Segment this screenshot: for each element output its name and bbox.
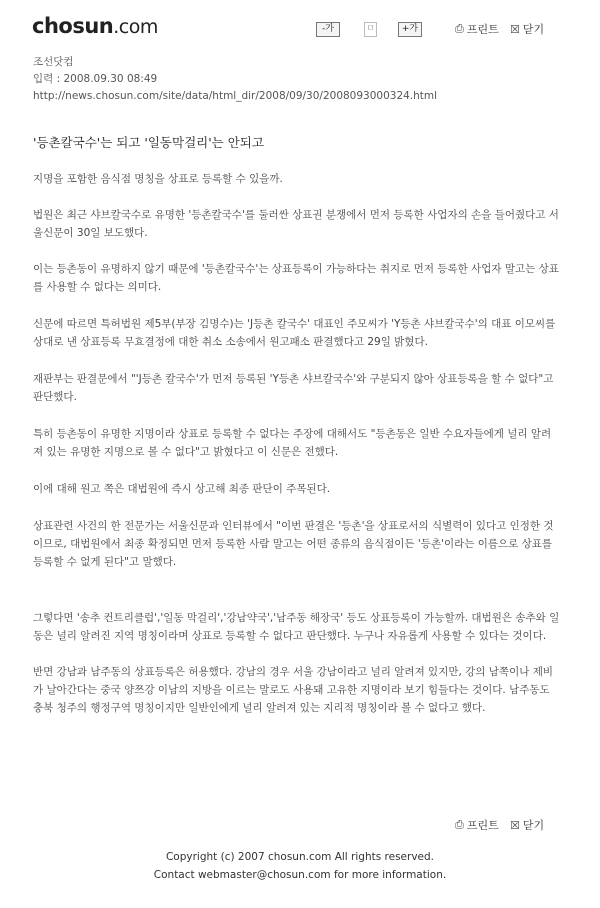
paragraph: 상표관련 사건의 한 전문가는 서울신문과 인터뷰에서 "이번 판결은 '등촌'을 상표로서의 식별력이 있다고 인정한 것이므로, 대법원에서 최종 확정되면 먼저 등록한 사람 말고는 어떤 종류의 음식점이든 '등촌'이라는 이름으로 상표를 등록할 수 없게 된다"고 말했다. (33, 520, 554, 568)
close-button[interactable] (510, 21, 544, 37)
close-icon: ☒ (510, 818, 520, 832)
close-icon: ☒ (510, 22, 520, 36)
print-button[interactable] (455, 21, 499, 37)
font-decrease-button[interactable]: -가 (316, 22, 340, 37)
paragraph: 반면 강남과 남주동의 상표등록은 허용했다. 강남의 경우 서울 강남이라고 널리 알려져 있지만, 강의 남쪽이나 제비가 날아간다는 중국 양쯔강 이남의 지방을 이르는 말로도 사용돼 고유한 지명이라 보기 힘들다는 것이다. 남주동도 충북 청주의 행정구역 명칭이지만 일반인에게 널리 알려져 있는 지리적 명칭이라 볼 수 없다고 했다. (33, 666, 553, 714)
paragraph: 이는 등촌동이 유명하지 않기 때문에 '등촌칼국수'는 상표등록이 가능하다는 취지로 먼저 등록한 사업자 말고는 상표를 사용할 수 없다는 의미다. (33, 263, 559, 293)
header-bar (0, 0, 600, 50)
source-name: 조선닷컴 (33, 56, 74, 68)
font-increase-button[interactable]: +가 (398, 22, 422, 37)
paragraph: 그렇다면 '송추 컨트리클럽','일동 막걸리','강남약국','남주동 해장국' 등도 상표등록이 가능할까. 대법원은 송추와 일동은 널리 알려진 지역 명칭이라며 상표로 등록할 수 없다고 판단했다. 누구나 자유롭게 사용할 수 있다는 것이다. (33, 612, 560, 642)
article-meta (33, 54, 437, 105)
site-logo[interactable] (32, 14, 158, 38)
print-button-bottom[interactable] (455, 818, 499, 832)
close-label: 닫기 (522, 819, 545, 832)
print-label: 프린트 (466, 23, 499, 36)
paragraph: 신문에 따르면 특허법원 제5부(부장 김명수)는 'J등촌 칼국수' 대표인 주모씨가 'Y등촌 샤브칼국수'의 대표 이모씨를 상대로 낸 상표등록 무효결정에 대한 취소 소송에서 원고패소 판결했다고 29일 밝혔다. (33, 318, 556, 348)
publish-date: 입력 : 2008.09.30 08:49 (33, 73, 158, 85)
paragraph: 법원은 최근 샤브칼국수로 유명한 '등촌칼국수'를 둘러싼 상표권 분쟁에서 먼저 등록한 사업자의 손을 들어줬다고 서울신문이 30일 보도했다. (33, 209, 559, 239)
font-reset-button[interactable]: ㅁ (364, 22, 377, 37)
copyright-text: Copyright (c) 2007 chosun.com All rights reserved. (165, 851, 435, 863)
logo-text: chosun (32, 14, 114, 38)
close-label: 닫기 (522, 23, 545, 36)
print-label: 프린트 (466, 819, 499, 832)
paragraph: 지명을 포함한 음식점 명칭을 상표로 등록할 수 있을까. (33, 173, 283, 185)
paragraph: 특히 등촌동이 유명한 지명이라 상표로 등록할 수 없다는 주장에 대해서도 "등촌동은 일반 수요자들에게 널리 알려져 있는 유명한 지명으로 볼 수 없다"고 밝혔다고 이 신문은 전했다. (33, 428, 552, 458)
paragraph: 이에 대해 원고 쪽은 대법원에 즉시 상고해 최종 판단이 주목된다. (33, 483, 331, 495)
logo-domain: .com (113, 16, 158, 38)
contact-text: Contact webmaster@chosun.com for more information. (153, 869, 447, 881)
article-url: http://news.chosun.com/site/data/html_dir/2008/09/30/2008093000324.html (33, 90, 438, 102)
article-title: '등촌칼국수'는 되고 '일동막걸리'는 안되고 (33, 135, 264, 150)
printer-icon: ⎙ (455, 818, 464, 831)
printer-icon: ⎙ (455, 22, 464, 35)
paragraph: 재판부는 판결문에서 "'J등촌 칼국수'가 먼저 등록된 'Y등촌 샤브칼국수'와 구분되지 않아 상표등록을 할 수 없다"고 판단했다. (33, 373, 554, 403)
article-body (33, 170, 561, 717)
close-button-bottom[interactable] (510, 818, 544, 832)
